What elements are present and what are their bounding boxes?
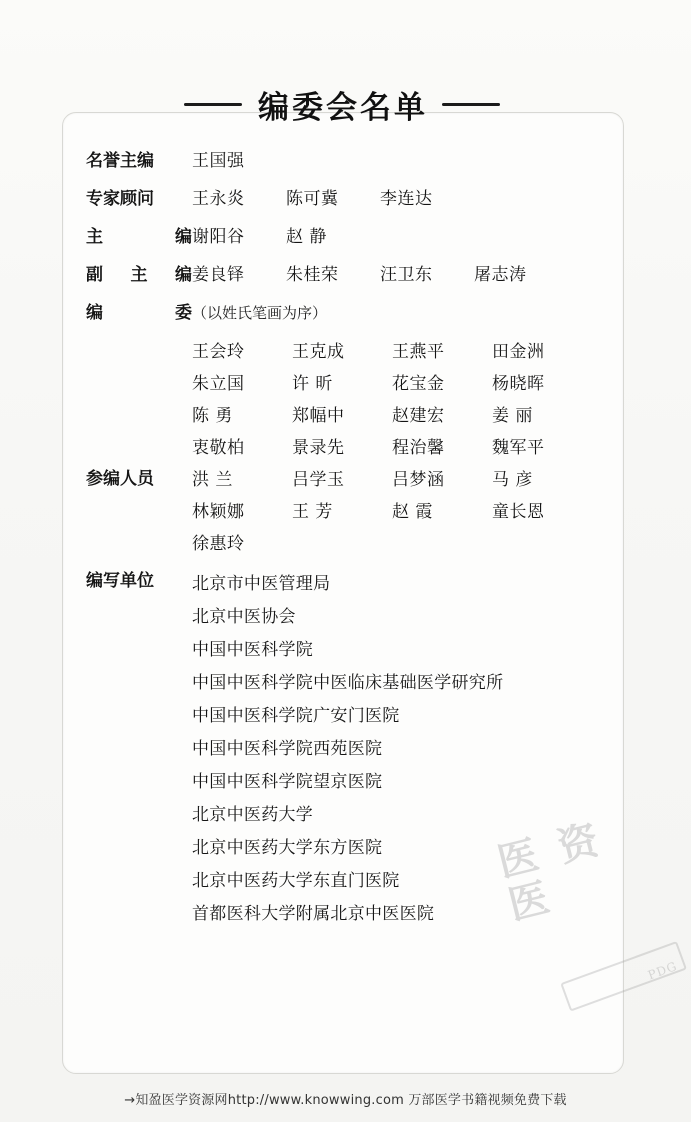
watermark-tag: PDG <box>645 959 679 983</box>
page-title: 编委会名单 <box>258 90 428 126</box>
person-name: 姜 丽 <box>492 406 533 426</box>
footer-source-note: →知盈医学资源网http://www.knowwing.com 万部医学书籍视频免费下载 <box>124 1093 567 1108</box>
label-compiling-units: 编写单位 <box>86 571 154 591</box>
person-name: 屠志涛 <box>474 265 527 285</box>
compiling-units-list <box>192 568 503 931</box>
unit-name: 中国中医科学院西苑医院 <box>192 739 383 759</box>
unit-name: 北京中医药大学东直门医院 <box>192 871 400 891</box>
label-char: 委 <box>175 303 192 323</box>
person-name: 赵 静 <box>286 227 327 247</box>
person-name: 朱立国 <box>192 374 245 394</box>
row-editorial-board <box>86 298 606 328</box>
label-chief-editor <box>86 222 192 252</box>
person-name: 谢阳谷 <box>192 227 245 247</box>
person-name: 林颖娜 <box>192 502 245 522</box>
person-name: 花宝金 <box>392 374 445 394</box>
label-char: 编 <box>175 227 192 247</box>
unit-name: 中国中医科学院中医临床基础医学研究所 <box>192 673 504 693</box>
unit-name: 中国中医科学院 <box>192 640 314 660</box>
person-name: 汪卫东 <box>380 265 433 285</box>
person-name: 洪 兰 <box>192 470 233 490</box>
editorial-board-list <box>86 146 606 931</box>
title-rule-right <box>442 103 500 106</box>
person-name: 吕梦涵 <box>392 470 445 490</box>
unit-name: 北京中医药大学 <box>192 805 314 825</box>
person-name: 景录先 <box>292 438 345 458</box>
label-contributors: 参编人员 <box>86 469 154 489</box>
label-char: 副 <box>86 265 103 285</box>
person-name: 童长恩 <box>492 502 545 522</box>
label-deputy-chief-editor <box>86 260 192 290</box>
unit-name: 北京市中医管理局 <box>192 574 331 594</box>
person-name: 吕学玉 <box>292 470 345 490</box>
title-rule-left <box>184 103 242 106</box>
person-name: 王克成 <box>292 342 345 362</box>
person-name: 赵建宏 <box>392 406 445 426</box>
row-compiling-units <box>86 566 606 931</box>
person-name: 王燕平 <box>392 342 445 362</box>
unit-name: 北京中医协会 <box>192 607 296 627</box>
row-chief-editor <box>86 222 606 252</box>
unit-name: 中国中医科学院广安门医院 <box>192 706 400 726</box>
names-deputy-chief-editor <box>192 260 606 290</box>
person-name: 郑幅中 <box>292 406 345 426</box>
person-name: 王永炎 <box>192 189 245 209</box>
names-expert-advisors <box>192 184 606 214</box>
row-expert-advisors <box>86 184 606 214</box>
label-char: 编 <box>175 265 192 285</box>
person-name: 许 昕 <box>292 374 333 394</box>
editorial-board-note: （以姓氏笔画为序） <box>192 304 328 322</box>
unit-name: 首都医科大学附属北京中医医院 <box>192 904 435 924</box>
person-name: 朱桂荣 <box>286 265 339 285</box>
label-char: 主 <box>130 265 148 285</box>
person-name: 李连达 <box>380 189 433 209</box>
person-name: 田金洲 <box>492 342 545 362</box>
unit-name: 北京中医药大学东方医院 <box>192 838 383 858</box>
person-name: 王 芳 <box>292 502 333 522</box>
person-name: 程治馨 <box>392 438 445 458</box>
editorial-board-members <box>192 336 606 464</box>
names-honorary-editor <box>192 146 606 176</box>
label-char: 编 <box>86 303 103 323</box>
watermark-characters: 医 资 医 <box>492 815 608 930</box>
person-name: 魏军平 <box>492 438 545 458</box>
row-contributors <box>86 464 606 560</box>
person-name: 王会玲 <box>192 342 245 362</box>
label-expert-advisors: 专家顾问 <box>86 189 154 209</box>
row-deputy-chief-editor <box>86 260 606 290</box>
person-name: 陈可冀 <box>286 189 339 209</box>
label-char: 主 <box>86 227 103 247</box>
unit-name: 中国中医科学院望京医院 <box>192 772 383 792</box>
names-contributors <box>192 464 606 560</box>
person-name: 衷敬柏 <box>192 438 245 458</box>
person-name: 徐惠玲 <box>192 534 245 554</box>
person-name: 陈 勇 <box>192 406 233 426</box>
title-block <box>62 82 622 127</box>
label-honorary-editor: 名誉主编 <box>86 151 154 171</box>
row-honorary-editor <box>86 146 606 176</box>
person-name: 赵 霞 <box>392 502 433 522</box>
names-chief-editor <box>192 222 606 252</box>
person-name: 姜良铎 <box>192 265 245 285</box>
person-name: 王国强 <box>192 151 245 171</box>
label-editorial-board <box>86 298 192 328</box>
person-name: 马 彦 <box>492 470 533 490</box>
person-name: 杨晓晖 <box>492 374 545 394</box>
